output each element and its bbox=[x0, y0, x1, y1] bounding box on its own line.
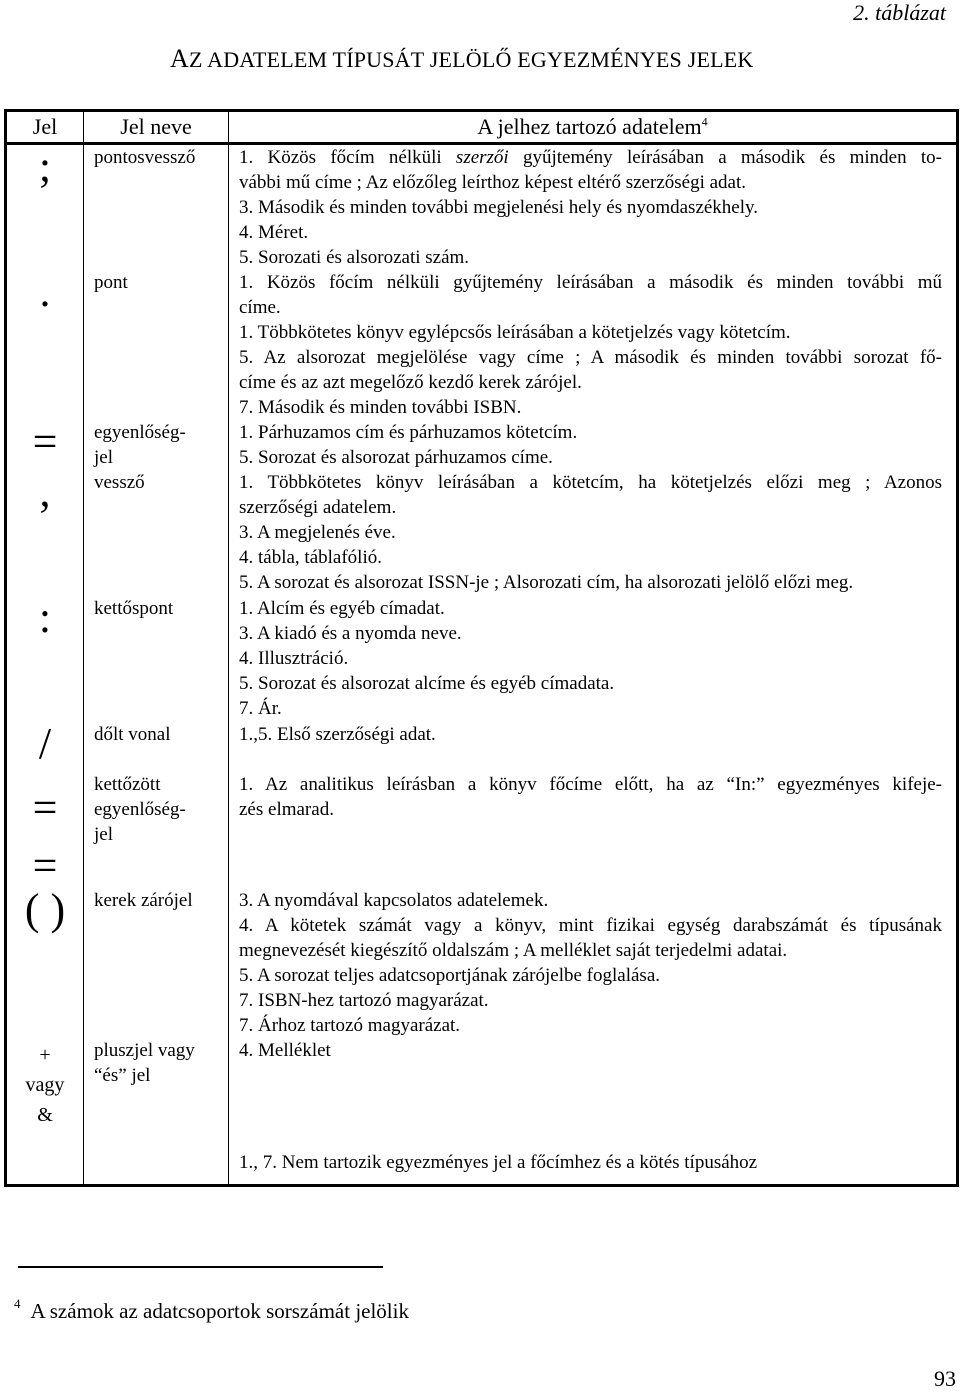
table-header-row bbox=[6, 111, 958, 144]
table-number: 2. táblázat bbox=[853, 0, 946, 25]
symbol-glyph: = bbox=[32, 841, 58, 890]
description-line: 5. A sorozat és alsorozat ISSN-je ; Alsorozati cím, ha alsorozati jelölő előzi meg. bbox=[239, 572, 854, 593]
description-line: 4. tábla, táblafólió. bbox=[239, 547, 382, 568]
table-row bbox=[6, 470, 958, 596]
table-row bbox=[6, 722, 958, 772]
footnote-text: A számok az adatcsoportok sorszámát jelölik bbox=[30, 1299, 409, 1323]
description-line: címe és az azt megelőző kezdő kerek zárójel. bbox=[239, 372, 582, 393]
symbol-glyph: vagy bbox=[25, 1074, 65, 1096]
header-name: Jel neve bbox=[84, 111, 229, 144]
row-name bbox=[84, 144, 229, 271]
row-symbol bbox=[6, 144, 84, 271]
description-line: 3. A nyomdával kapcsolatos adatelemek. bbox=[239, 890, 549, 911]
symbol-name: pontosvessző bbox=[94, 147, 196, 168]
description-line: 1. Közös főcím nélküli gyűjtemény leírásában a második és minden további mű bbox=[239, 272, 942, 293]
description-line: 1. Közös főcím nélküli szerzői gyűjtemény leírásában a második és minden to- bbox=[239, 147, 942, 168]
description-line: 1.,5. Első szerzőségi adat. bbox=[239, 724, 436, 745]
footnote-mark: 4 bbox=[14, 1296, 21, 1311]
row-description bbox=[229, 888, 958, 1038]
table-row bbox=[6, 420, 958, 470]
description-line: 7. Árhoz tartozó magyarázat. bbox=[239, 1015, 461, 1036]
row-description bbox=[229, 470, 958, 596]
description-line: szerzőségi adatelem. bbox=[239, 497, 397, 518]
symbol-name: pluszjel vagy “és” jel bbox=[94, 1040, 195, 1086]
symbol-glyph: = bbox=[32, 417, 58, 466]
description-line: 7. ISBN-hez tartozó magyarázat. bbox=[239, 990, 489, 1011]
symbol-name: kettőspont bbox=[94, 598, 174, 619]
page-title bbox=[170, 44, 753, 74]
row-description bbox=[229, 144, 958, 271]
row-name bbox=[84, 1128, 229, 1185]
header-symbol: Jel bbox=[6, 111, 84, 144]
table-row bbox=[6, 270, 958, 420]
description-line: 5. Sorozati és alsorozati szám. bbox=[239, 247, 470, 268]
description-line: 1. Az analitikus leírásban a könyv főcíme előtt, ha az “In:” egyezményes kifeje- bbox=[239, 774, 942, 795]
row-name bbox=[84, 470, 229, 596]
row-name bbox=[84, 596, 229, 722]
symbol-glyph: & bbox=[37, 1104, 53, 1126]
row-symbol bbox=[6, 1038, 84, 1128]
row-name bbox=[84, 722, 229, 772]
row-symbol bbox=[6, 1128, 84, 1185]
description-line: vábbi mű címe ; Az előzőleg leírthoz képest eltérő szerzőségi adat. bbox=[239, 172, 746, 193]
description-line: 5. Sorozat és alsorozat alcíme és egyéb címadata. bbox=[239, 673, 615, 694]
table-row bbox=[6, 772, 958, 888]
row-symbol bbox=[6, 593, 84, 722]
symbol-name: vessző bbox=[94, 472, 145, 493]
row-description bbox=[229, 772, 958, 888]
description-line: 4. Melléklet bbox=[239, 1040, 331, 1061]
description-line: 1. Többkötetes könyv leírásában a kötetcím, ha kötetjelzés előzi meg ; Azonos bbox=[239, 472, 942, 493]
symbol-glyph: , bbox=[39, 467, 51, 516]
description-line: 7. Ár. bbox=[239, 698, 282, 719]
description-line: 5. Az alsorozat megjelölése vagy címe ; A második és minden további sorozat fő- bbox=[239, 347, 942, 368]
description-line: 7. Második és minden további ISBN. bbox=[239, 397, 522, 418]
row-name bbox=[84, 1038, 229, 1128]
footnote-rule bbox=[18, 1266, 383, 1268]
description-line: 1., 7. Nem tartozik egyezményes jel a főcímhez és a kötés típusához bbox=[239, 1152, 758, 1173]
row-description bbox=[229, 722, 958, 772]
description-line: 4. Illusztráció. bbox=[239, 648, 349, 669]
description-line: 3. Második és minden további megjelenési hely és nyomdaszékhely. bbox=[239, 197, 759, 218]
row-description bbox=[229, 1128, 958, 1185]
symbols-table bbox=[4, 109, 959, 1187]
description-line: 1. Alcím és egyéb címadat. bbox=[239, 598, 445, 619]
symbol-name: pont bbox=[94, 272, 128, 293]
row-symbol bbox=[6, 719, 84, 772]
table-row bbox=[6, 1128, 958, 1185]
row-description bbox=[229, 270, 958, 420]
description-line: 3. A megjelenés éve. bbox=[239, 522, 396, 543]
symbol-glyph: . bbox=[39, 267, 51, 316]
description-line: 1. Párhuzamos cím és párhuzamos kötetcím. bbox=[239, 422, 578, 443]
title-rest: Z ADATELEM TÍPUSÁT JELÖLŐ EGYEZMÉNYES JELEK bbox=[188, 47, 754, 72]
description-line: megnevezését kiegészítő oldalszám ; A melléklet saját terjedelmi adatai. bbox=[239, 940, 788, 961]
description-line: címe. bbox=[239, 297, 281, 318]
description-line: 5. Sorozat és alsorozat párhuzamos címe. bbox=[239, 447, 553, 468]
table-row bbox=[6, 1038, 958, 1128]
row-name bbox=[84, 270, 229, 420]
row-name bbox=[84, 772, 229, 888]
symbol-glyph: ( ) bbox=[24, 885, 66, 934]
table-row bbox=[6, 144, 958, 271]
table-row bbox=[6, 888, 958, 1038]
description-line: zés elmarad. bbox=[239, 799, 334, 820]
row-symbol bbox=[6, 417, 84, 470]
description-line: 1. Többkötetes könyv egylépcsős leírásában a kötetjelzés vagy kötetcím. bbox=[239, 322, 791, 343]
description-line: 5. A sorozat teljes adatcsoportjának zárójelbe foglalása. bbox=[239, 965, 661, 986]
table-row bbox=[6, 596, 958, 722]
row-name bbox=[84, 888, 229, 1038]
title-initial: A bbox=[170, 44, 189, 73]
row-name bbox=[84, 420, 229, 470]
row-symbol bbox=[6, 772, 84, 888]
table-body bbox=[6, 144, 958, 1186]
row-description bbox=[229, 1038, 958, 1128]
symbol-glyph: : bbox=[38, 593, 52, 642]
symbol-glyph: ; bbox=[38, 142, 52, 191]
symbol-glyph: = bbox=[32, 783, 58, 832]
row-symbol bbox=[6, 885, 84, 1038]
header-element bbox=[229, 111, 958, 144]
footnote bbox=[14, 1296, 409, 1324]
row-symbol bbox=[6, 267, 84, 420]
symbol-name: kettőzött egyenlőség- jel bbox=[94, 774, 186, 845]
footnote-ref: 4 bbox=[701, 114, 708, 129]
row-description bbox=[229, 596, 958, 722]
symbol-name: kerek zárójel bbox=[94, 890, 193, 911]
header-element-label: A jelhez tartozó adatelem bbox=[477, 114, 702, 139]
description-line: 4. Méret. bbox=[239, 222, 309, 243]
row-description bbox=[229, 420, 958, 470]
symbol-glyph: / bbox=[38, 719, 52, 768]
symbol-name: dőlt vonal bbox=[94, 724, 171, 745]
row-symbol bbox=[6, 467, 84, 596]
symbol-glyph: + bbox=[39, 1044, 51, 1066]
symbol-name: egyenlőség- jel bbox=[94, 422, 186, 468]
page-number: 93 bbox=[934, 1366, 956, 1391]
description-line: 4. A kötetek számát vagy a könyv, mint fizikai egység darabszámát és típusának bbox=[239, 915, 942, 936]
description-line: 3. A kiadó és a nyomda neve. bbox=[239, 623, 462, 644]
